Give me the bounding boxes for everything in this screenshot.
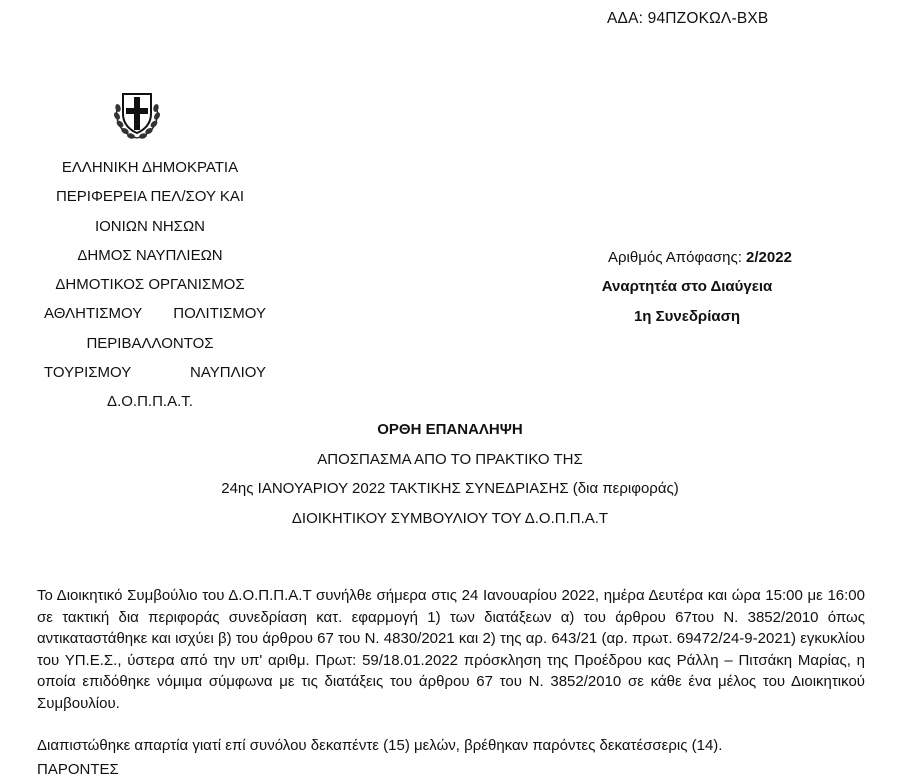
- decision-info: [560, 243, 814, 331]
- issuer-line: ΔΗΜΟΣ ΝΑΥΠΛΙΕΩΝ: [77, 246, 223, 264]
- issuer-line: ΕΛΛΗΝΙΚΗ ΔΗΜΟΚΡΑΤΙΑ: [61, 159, 239, 176]
- title-board: ΔΙΟΙΚΗΤΙΚΟΥ ΣΥΜΒΟΥΛΙΟΥ ΤΟΥ Δ.Ο.Π.Π.Α.Τ: [291, 509, 609, 527]
- issuer-line: ΤΟΥΡΙΣΜΟΥ ΝΑΥΠΛΙΟΥ: [44, 364, 266, 382]
- title-repetition: ΟΡΘΗ ΕΠΑΝΑΛΗΨΗ: [377, 421, 523, 438]
- greek-state-emblem-icon: [109, 88, 165, 142]
- issuer-line: ΑΘΛΗΤΙΣΜΟΥ ΠΟΛΙΤΙΣΜΟΥ: [44, 305, 266, 323]
- issuer-line: ΠΕΡΙΒΑΛΛΟΝΤΟΣ: [86, 334, 214, 352]
- issuer-block: [30, 153, 270, 417]
- issuer-line: ΔΗΜΟΤΙΚΟΣ ΟΡΓΑΝΙΣΜΟΣ: [55, 276, 245, 294]
- issuer-line: ΙΟΝΙΩΝ ΝΗΣΩΝ: [94, 217, 206, 235]
- document-title: [0, 415, 900, 533]
- decision-number: [560, 243, 814, 272]
- title-extract: ΑΠΟΣΠΑΣΜΑ ΑΠΟ ΤΟ ΠΡΑΚΤΙΚΟ ΤΗΣ: [317, 450, 583, 468]
- posting-note: Αναρτητέα στο Διαύγεια: [601, 278, 773, 296]
- ada-code: ΑΔΑ: 94ΠΖΟΚΩΛ-ΒΧΒ: [607, 10, 769, 27]
- body-paragraph-1: Το Διοικητικό Συμβούλιο του Δ.Ο.Π.Π.Α.Τ συνήλθε σήμερα στις 24 Ιανουαρίου 2022, ημέρα Δευτέρα και ώρα 15:00 με 16:00 σε τακτική δια περιφοράς συνεδρίαση κατ. εφαρμογή 1) των διατάξεων α) του άρθρου 67του Ν. 3852/2010 όπως αντικαταστάθηκε και ισχύει β) του άρθρου 67 του Ν. 4830/2021 και 2) της αρ. 643/21 (αρ. πρωτ. 69472/24-9-2021) εγκυκλίου του ΥΠ.Ε.Σ., ύστερα από την υπ' αριθμ. Πρωτ: 59/18.01.2022 πρόσκληση της Προέδρου κας Ράλλη – Πιτσάκη Μαρίας, η οποία επιδόθηκε νόμιμα σύμφωνα με τις διατάξεις του άρθρου 67 του Ν. 3852/2010 σε κάθε ένα μέλος του Διοικητικού Συμβουλίου.: [37, 587, 865, 712]
- decision-number-value: 2/2022: [746, 249, 792, 266]
- decision-number-label: Αριθμός Απόφασης:: [608, 249, 747, 266]
- body-paragraph-2: Διαπιστώθηκε απαρτία γιατί επί συνόλου δεκαπέντε (15) μελών, βρέθηκαν παρόντες δεκατέσσερις (14).: [37, 737, 723, 754]
- session-number: 1η Συνεδρίαση: [633, 307, 741, 325]
- issuer-line: ΠΕΡΙΦΕΡΕΙΑ ΠΕΛ/ΣΟΥ ΚΑΙ: [55, 188, 245, 206]
- body-paragraph-3: ΠΑΡΟΝΤΕΣ: [37, 761, 119, 778]
- title-session: 24ης ΙΑΝΟΥΑΡΙΟΥ 2022 ΤΑΚΤΙΚΗΣ ΣΥΝΕΔΡΙΑΣΗΣ (δια περιφοράς): [221, 480, 679, 497]
- issuer-line: Δ.Ο.Π.Π.Α.Τ.: [107, 393, 193, 411]
